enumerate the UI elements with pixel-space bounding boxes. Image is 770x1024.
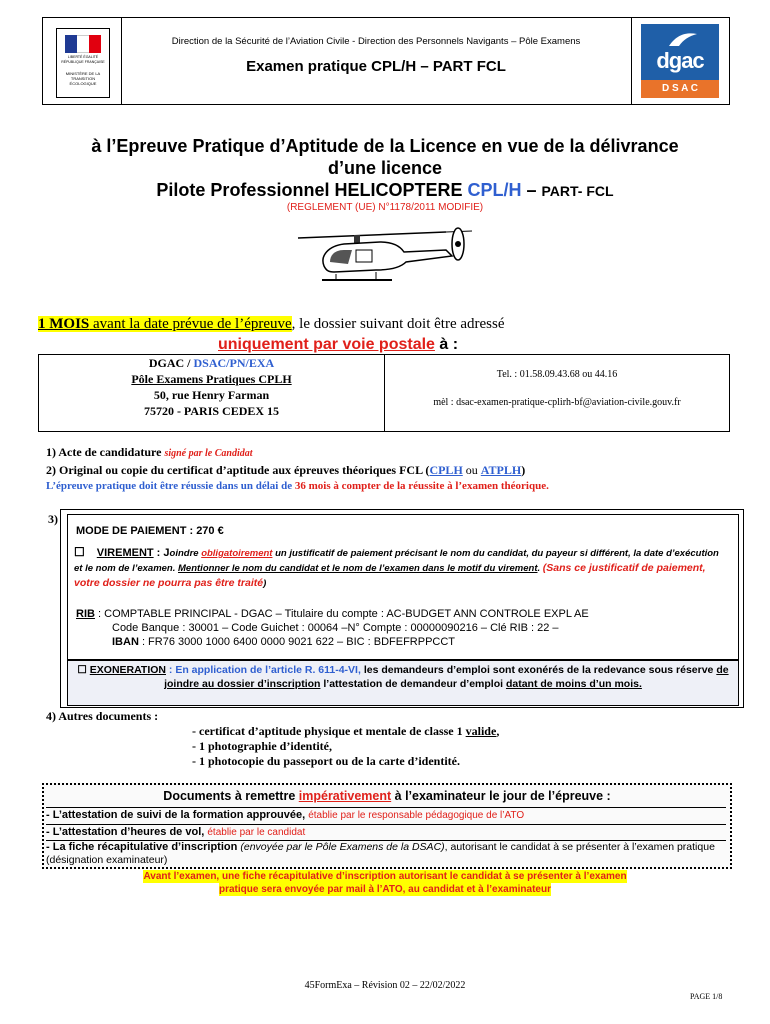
postal-text (218, 336, 458, 354)
dgac-logo (641, 24, 719, 98)
other-documents-title: 4) Autres documents : (46, 709, 159, 723)
item-1 (46, 444, 549, 462)
iban-line (76, 635, 736, 649)
mail-line[interactable]: mèl : dsac-examen-pratique-cplirh-bf@aviation-civile.gouv.fr (433, 397, 681, 408)
other-doc-1 (46, 724, 499, 739)
part-fcl-label: PART- FCL (541, 183, 614, 199)
dgac-logo-text: dgac (656, 48, 704, 73)
validity-note (46, 478, 549, 494)
title-line-3-text: Pilote Professionnel HELICOPTERE (156, 180, 468, 200)
other-doc-3: - 1 photocopie du passeport ou de la carte d’identité. (192, 754, 460, 768)
cplh-label: CPL/H (467, 180, 522, 200)
street-line: 50, rue Henry Farman (153, 388, 270, 402)
deadline-highlight: avant la date prévue de l’épreuve (89, 316, 292, 332)
dsac-logo-text: D S A C (641, 80, 719, 98)
page-title (0, 135, 770, 202)
exoneration-checkbox[interactable]: ☐ (77, 664, 90, 676)
page-number: PAGE 1/8 (690, 992, 723, 1001)
item-1-text: 1) Acte de candidature (46, 445, 165, 459)
republic-name: RÉPUBLIQUE FRANÇAISE (61, 60, 105, 64)
payment-details (67, 514, 739, 660)
postal-address (39, 355, 385, 431)
mentionner-text: Mentionner le nom du candidat et le nom de l’examen dans le motif du virement (178, 563, 538, 574)
other-doc-1-end: , (496, 724, 500, 738)
deadline-text (38, 316, 505, 333)
contact-info (385, 355, 729, 431)
exoneration-text-2: l’attestation de demandeur d’emploi (320, 678, 506, 690)
exam-day-doc-1-text: - L’attestation de suivi de la formation approuvée, (46, 809, 309, 821)
virement-text: un justificatif de paiement précisant le nom du candidat, du payeur si différent, la date d’exécution et le nom de l’examen. (74, 548, 719, 574)
virement-oindre: oindre (169, 548, 202, 559)
dgac-logo-cell (631, 18, 730, 104)
exam-day-doc-2-red: établie par le candidat (207, 826, 306, 838)
virement-sep: : J (153, 547, 170, 559)
exam-day-doc-1-red: établie par le responsable pédagogique de l’ATO (308, 810, 525, 821)
exam-day-list (46, 807, 726, 867)
exam-day-title (44, 789, 730, 803)
header-title-cell (122, 18, 630, 104)
exam-day-title-pre: Documents à remettre (163, 789, 299, 803)
iban-value: : FR76 3000 1000 6400 0000 9021 622 – BIC : BDFEFRPPCCT (138, 636, 456, 648)
org-service: DSAC/PN/EXA (193, 356, 275, 370)
title-line-1: à l’Epreuve Pratique d’Aptitude de la Licence en vue de la délivrance (91, 136, 679, 156)
postal-end: à : (434, 336, 459, 353)
ministry-name: MINISTÈRE DE LA TRANSITION ÉCOLOGIQUE (65, 71, 101, 86)
other-documents (46, 709, 499, 769)
exam-day-doc-3-italic: (envoyée par le Pôle Examens de la DSAC) (240, 841, 445, 853)
org-line (39, 355, 384, 371)
before-exam-line-2: pratique sera envoyée par mail à l’ATO, au candidat et à l’examinateur (219, 884, 551, 895)
french-flag-icon (65, 35, 101, 53)
exoneration-article: : En application de l’article R. 611-4-VI, (166, 664, 361, 676)
rib-line-1-text: : COMPTABLE PRINCIPAL - DGAC – Titulaire du compte : AC-BUDGET ANN CONTROLE EXPL AE (94, 608, 589, 620)
imperativement-text: impérativement (298, 789, 392, 803)
other-doc-1-text: - certificat d’aptitude physique et mentale de classe 1 (192, 724, 466, 738)
virement-label: VIREMENT (96, 547, 154, 559)
exoneration-text-1: les demandeurs d’emploi sont exonérés de la redevance sous réserve (360, 664, 717, 676)
helicopter-icon (296, 222, 474, 286)
org-name: DGAC / (148, 356, 194, 370)
payment-box (60, 509, 744, 708)
virement-block (74, 545, 724, 591)
exam-day-doc-3-text: - La fiche récapitulative d’inscription (46, 841, 241, 853)
exoneration-underline-2: datant de moins d’un mois. (505, 678, 642, 690)
item-2-end: ) (521, 463, 526, 477)
item-1-signed: signé par le Candidat (164, 448, 253, 459)
virement-period: . (537, 563, 543, 574)
exam-day-doc-3 (46, 840, 726, 867)
city-line: 75720 - PARIS CEDEX 15 (143, 404, 280, 418)
rib-line-1 (76, 607, 736, 621)
revision-footer: 45FormExa – Révision 02 – 22/02/2022 (304, 980, 466, 991)
republic-logo-cell (43, 18, 122, 104)
tel-line: Tel. : 01.58.09.43.68 ou 44.16 (496, 369, 618, 380)
other-doc-1-valide: valide (465, 724, 497, 738)
sans-justificatif-text: (Sans ce justificatif de paiement, votre dossier ne pourra pas être traité (74, 562, 706, 589)
iban-label: IBAN (112, 636, 139, 648)
deadline-mois: 1 MOIS (38, 316, 90, 332)
item-2-ou: ou (462, 463, 481, 477)
deadline-rest: , le dossier suivant doit être adressé (291, 316, 505, 332)
rib-label: RIB (76, 608, 95, 620)
exam-day-doc-2-text: - L’attestation d’heures de vol, (46, 825, 208, 838)
exoneration-underline-1: de joindre au dossier d’inscription (164, 664, 729, 690)
title-line-2: d’une licence (327, 158, 443, 178)
exoneration-box (67, 660, 739, 706)
before-exam-line-1: Avant l’examen, une fiche récapitulative d’inscription autorisant le candidat à se présenter à l’examen (143, 871, 627, 882)
rib-line-2: Code Banque : 30001 – Code Guichet : 00064 –N° Compte : 00000090216 – Clé RIB : 22 – (112, 622, 559, 634)
title-line-3 (0, 179, 770, 202)
title-dash: – (521, 180, 542, 200)
exam-day-doc-3-end: , autorisant le candidat à se présenter à l’examen pratique (désignation examinateur) (46, 841, 715, 866)
payment-mode: MODE DE PAIEMENT : 270 € (76, 525, 224, 537)
exoneration-label: EXONERATION (89, 664, 166, 676)
virement-checkbox[interactable]: ☐ (74, 545, 85, 559)
direction-text: Direction de la Sécurité de l’Aviation Civile - Direction des Personnels Navigants – Pôle Examens (171, 36, 581, 47)
address-box (38, 354, 730, 432)
validity-note-red: 36 mois à compter de la réussite à l’examen théorique. (294, 480, 549, 492)
validity-note-blue: L’épreuve pratique doit être réussie dans un délai de (46, 480, 295, 492)
bird-icon (667, 30, 699, 50)
before-exam-note (50, 870, 720, 896)
pole-line: Pôle Examens Pratiques CPLH (131, 372, 292, 386)
obligatoirement-text: obligatoirement (201, 548, 273, 559)
exam-day-doc-2 (46, 824, 726, 841)
rib-block (76, 607, 736, 649)
exam-day-documents-box (42, 783, 732, 869)
header-table (42, 17, 730, 105)
required-items (46, 444, 549, 494)
item-3-number: 3) (48, 512, 58, 526)
exam-day-title-post: à l’examinateur le jour de l’épreuve : (391, 789, 611, 803)
other-doc-2: - 1 photographie d’identité, (192, 739, 333, 753)
item-2 (46, 462, 549, 478)
exam-day-doc-1 (46, 807, 726, 824)
postal-only: uniquement par voie postale (218, 336, 435, 353)
item-2-text: 2) Original ou copie du certificat d’aptitude aux épreuves théoriques FCL ( (46, 463, 430, 477)
republic-motto: LIBERTÉ ÉGALITÉ (67, 55, 99, 59)
exam-title: Examen pratique CPL/H – PART FCL (246, 58, 506, 75)
exoneration-text (74, 663, 732, 691)
regulation-text: (REGLEMENT (UE) N°1178/2011 MODIFIE) (286, 202, 484, 213)
atplh-link[interactable]: ATPLH (480, 463, 522, 477)
republic-logo (56, 28, 110, 98)
sans-end: ) (263, 578, 267, 589)
cplh-link[interactable]: CPLH (429, 463, 463, 477)
